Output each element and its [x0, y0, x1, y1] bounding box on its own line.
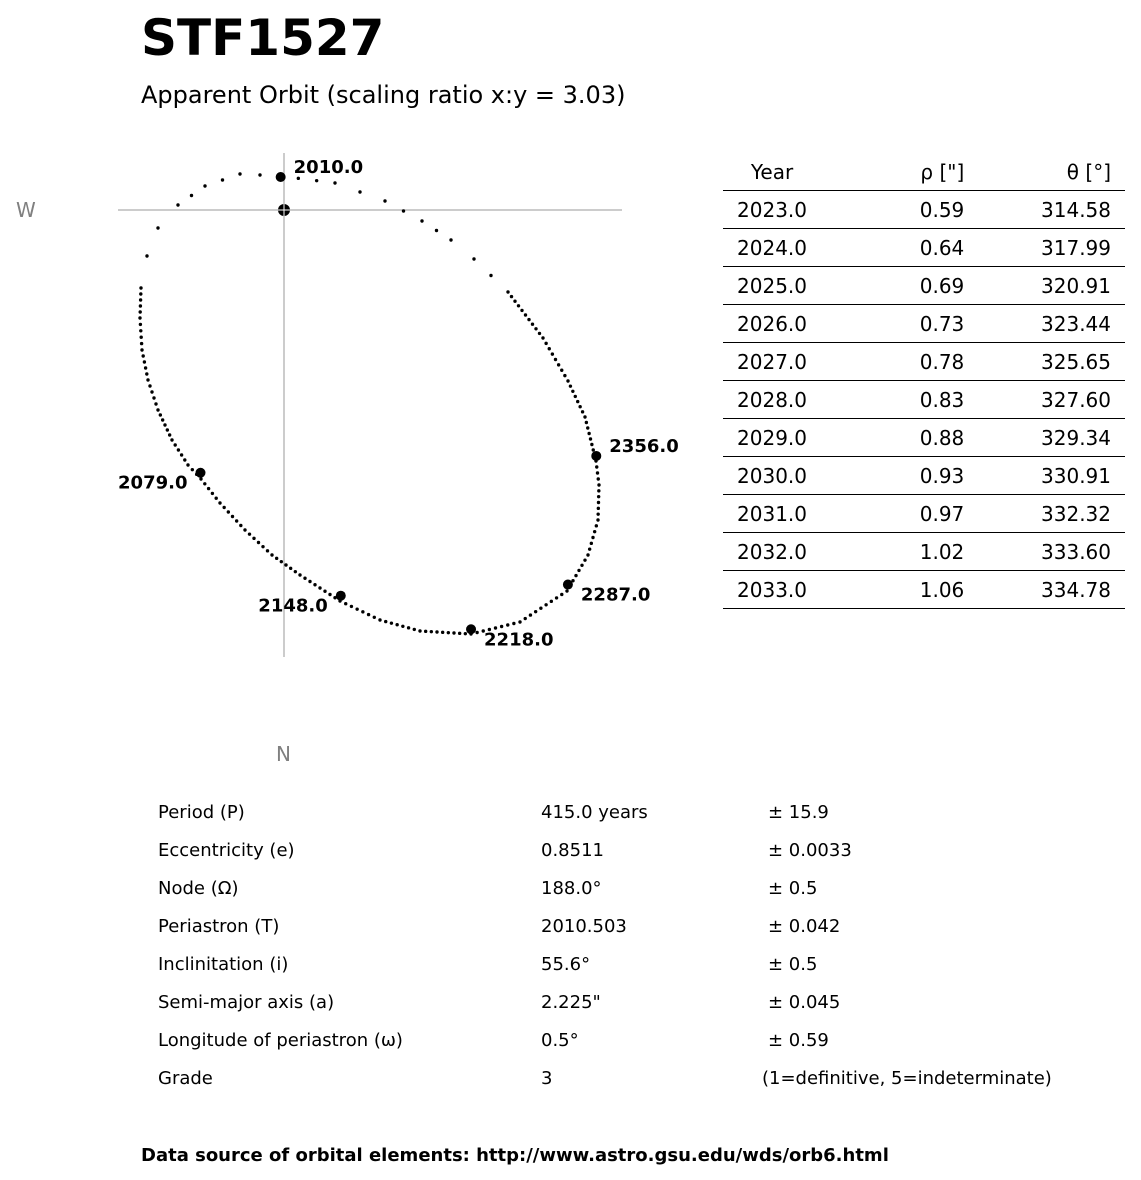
year-cell: 2028.0: [723, 381, 821, 419]
orbit-dot: [183, 458, 186, 461]
element-error: ± 15.9: [768, 802, 829, 823]
orbit-dot: [430, 630, 433, 633]
orbit-dot: [145, 254, 148, 257]
orbit-dot: [145, 372, 148, 375]
orbit-dot: [420, 219, 423, 222]
orbit-dot: [597, 489, 600, 492]
orbit-dot: [161, 418, 164, 421]
epoch-label: 2079.0: [118, 472, 188, 494]
year-cell: 2027.0: [723, 343, 821, 381]
rho-cell: 0.59: [821, 191, 964, 229]
orbit-dot: [298, 573, 301, 576]
orbit-dot: [597, 501, 600, 504]
orbit-dot: [449, 238, 452, 241]
orbit-dot: [551, 352, 554, 355]
orbit-dot: [413, 628, 416, 631]
orbit-dot: [243, 528, 246, 531]
orbit-dot: [361, 610, 364, 613]
orbit-dot: [154, 402, 157, 405]
orbit-dot: [569, 384, 572, 387]
orbit-dot: [529, 613, 532, 616]
theta-cell: 320.91: [964, 267, 1125, 305]
orbit-dot: [227, 510, 230, 513]
orbit-dot: [373, 616, 376, 619]
theta-cell: 325.65: [964, 343, 1125, 381]
orbit-dot: [231, 515, 234, 518]
orbit-dot: [140, 342, 143, 345]
orbit-dot: [597, 483, 600, 486]
element-value: 55.6°: [541, 954, 591, 975]
orbit-dot: [152, 396, 155, 399]
orbit-dot: [174, 443, 177, 446]
orbit-dot: [294, 570, 297, 573]
element-value: 415.0 years: [541, 802, 648, 823]
orbit-dot: [238, 172, 241, 175]
orbit-dot: [140, 348, 143, 351]
orbit-dot: [576, 400, 579, 403]
orbit-dot: [218, 501, 221, 504]
epoch-marker: [466, 624, 476, 634]
orbit-dot: [557, 363, 560, 366]
orbit-dot: [574, 395, 577, 398]
year-cell: 2026.0: [723, 305, 821, 343]
orbit-dot: [378, 618, 381, 621]
rho-cell: 0.93: [821, 457, 964, 495]
orbit-dot: [555, 596, 558, 599]
year-header: Year: [723, 153, 821, 191]
orbit-dot: [383, 199, 386, 202]
orbit-dot: [518, 620, 521, 623]
orbit-dot: [211, 492, 214, 495]
year-cell: 2033.0: [723, 571, 821, 609]
orbit-dot: [589, 437, 592, 440]
orbit-dot: [520, 309, 523, 312]
orbit-dot: [139, 298, 142, 301]
theta-cell: 330.91: [964, 457, 1125, 495]
element-value: 0.8511: [541, 840, 604, 861]
epoch-marker: [591, 451, 601, 461]
rho-cell: 0.69: [821, 267, 964, 305]
element-name: Period (P): [158, 802, 245, 823]
rho-cell: 0.83: [821, 381, 964, 419]
orbit-dot: [586, 553, 589, 556]
orbit-dot: [512, 622, 515, 625]
orbit-dot: [435, 229, 438, 232]
orbit-dot: [270, 553, 273, 556]
epoch-label: 2218.0: [484, 629, 554, 651]
orbit-dot: [333, 181, 336, 184]
chart-subtitle: Apparent Orbit (scaling ratio x:y = 3.03): [141, 81, 626, 109]
year-cell: 2029.0: [723, 419, 821, 457]
orbit-dot: [544, 603, 547, 606]
rho-cell: 0.88: [821, 419, 964, 457]
orbit-dot: [139, 304, 142, 307]
orbit-dot: [590, 542, 593, 545]
orbit-dot: [464, 632, 467, 635]
ephemeris-row: [723, 191, 1125, 229]
orbit-dot: [596, 471, 599, 474]
orbit-dot: [578, 405, 581, 408]
orbit-dot: [577, 569, 580, 572]
rho-cell: 0.78: [821, 343, 964, 381]
orbit-dot: [544, 342, 547, 345]
orbit-dot: [308, 580, 311, 583]
epoch-marker: [196, 468, 206, 478]
orbit-dot: [586, 426, 589, 429]
orbit-dot: [441, 631, 444, 634]
orbit-dot: [313, 583, 316, 586]
orbit-dot: [159, 413, 162, 416]
orbit-dot: [222, 506, 225, 509]
orbit-dot: [180, 453, 183, 456]
orbit-dot: [367, 613, 370, 616]
orbit-dot: [139, 286, 142, 289]
orbit-dot: [506, 290, 509, 293]
theta-cell: 334.78: [964, 571, 1125, 609]
page-title: STF1527: [141, 9, 385, 67]
theta-cell: 332.32: [964, 495, 1125, 533]
orbit-dot: [176, 203, 179, 206]
rho-header: ρ ["]: [821, 153, 964, 191]
orbit-dot: [595, 465, 598, 468]
element-name: Eccentricity (e): [158, 840, 295, 861]
rho-cell: 1.06: [821, 571, 964, 609]
orbit-dot: [177, 448, 180, 451]
orbit-dot: [207, 487, 210, 490]
element-name: Inclinitation (i): [158, 954, 289, 975]
orbit-dot: [539, 607, 542, 610]
orbit-dot: [139, 329, 142, 332]
orbit-dot: [323, 590, 326, 593]
epoch-marker: [276, 172, 286, 182]
orbit-dot: [203, 184, 206, 187]
orbit-dot: [458, 632, 461, 635]
theta-cell: 323.44: [964, 305, 1125, 343]
orbit-dot: [489, 274, 492, 277]
rho-cell: 0.64: [821, 229, 964, 267]
epoch-marker: [563, 580, 573, 590]
ephemeris-row: [723, 305, 1125, 343]
orbit-path: [138, 172, 600, 635]
theta-header: θ [°]: [964, 153, 1125, 191]
orbit-dot: [266, 549, 269, 552]
element-error: ± 0.5: [768, 954, 818, 975]
orbit-dot: [560, 369, 563, 372]
ephemeris-row: [723, 571, 1125, 609]
orbit-dot: [541, 336, 544, 339]
element-error: ± 0.042: [768, 916, 841, 937]
orbit-dot: [565, 589, 568, 592]
element-error: (1=definitive, 5=indeterminate): [762, 1068, 1052, 1089]
orbit-dot: [597, 477, 600, 480]
orbit-dot: [148, 384, 151, 387]
orbit-dot: [344, 602, 347, 605]
orbit-dot: [597, 495, 600, 498]
orbit-dot: [597, 507, 600, 510]
orbit-dot: [138, 316, 141, 319]
orbit-dot: [289, 567, 292, 570]
epoch-label: 2148.0: [258, 595, 328, 617]
orbit-dot: [588, 547, 591, 550]
orbit-dot: [235, 519, 238, 522]
orbit-dot: [350, 605, 353, 608]
orbit-dot: [150, 390, 153, 393]
orbit-dot: [163, 423, 166, 426]
orbit-dot: [139, 310, 142, 313]
theta-cell: 333.60: [964, 533, 1125, 571]
orbit-dot: [390, 621, 393, 624]
orbit-dot: [215, 497, 218, 500]
orbit-dot: [538, 332, 541, 335]
orbit-dot: [596, 512, 599, 515]
orbit-dot: [401, 625, 404, 628]
orbit-dot: [596, 518, 599, 521]
orbit-dot: [513, 300, 516, 303]
element-value: 0.5°: [541, 1030, 579, 1051]
orbit-dot: [156, 226, 159, 229]
orbit-dot: [472, 257, 475, 260]
orbit-dot: [186, 463, 189, 466]
orbit-dot: [315, 179, 318, 182]
orbit-dot: [140, 336, 143, 339]
orbit-dot: [560, 593, 563, 596]
orbit-dot: [418, 629, 421, 632]
element-error: ± 0.59: [768, 1030, 829, 1051]
ephemeris-row: [723, 381, 1125, 419]
orbit-dot: [258, 173, 261, 176]
orbit-dot: [548, 347, 551, 350]
year-cell: 2030.0: [723, 457, 821, 495]
year-cell: 2023.0: [723, 191, 821, 229]
orbit-dot: [566, 379, 569, 382]
theta-cell: 329.34: [964, 419, 1125, 457]
orbit-dot: [517, 304, 520, 307]
epoch-label: 2010.0: [293, 157, 364, 179]
orbit-dot: [139, 323, 142, 326]
orbit-dot: [143, 360, 146, 363]
orbit-dot: [280, 560, 283, 563]
orbit-dot: [168, 433, 171, 436]
orbit-dot: [590, 443, 593, 446]
orbit-dot: [358, 190, 361, 193]
orbit-dot: [142, 354, 145, 357]
orbit-dot: [355, 607, 358, 610]
orbit-dot: [531, 323, 534, 326]
orbit-dot: [190, 194, 193, 197]
orbit-dot: [284, 563, 287, 566]
orbit-dot: [592, 448, 595, 451]
orbit-dot: [524, 617, 527, 620]
orbit-dot: [261, 545, 264, 548]
orbit-dot: [252, 537, 255, 540]
theta-cell: 327.60: [964, 381, 1125, 419]
element-value: 3: [541, 1068, 553, 1089]
orbit-dot: [407, 626, 410, 629]
orbit-dot: [424, 630, 427, 633]
epoch-marker: [336, 591, 346, 601]
epoch-markers: [118, 157, 679, 650]
ephemeris-row: [723, 533, 1125, 571]
element-error: ± 0.5: [768, 878, 818, 899]
element-name: Periastron (T): [158, 916, 280, 937]
year-cell: 2025.0: [723, 267, 821, 305]
theta-cell: 317.99: [964, 229, 1125, 267]
element-error: ± 0.0033: [768, 840, 852, 861]
rho-cell: 1.02: [821, 533, 964, 571]
element-error: ± 0.045: [768, 992, 841, 1013]
orbit-dot: [239, 524, 242, 527]
orbit-dot: [550, 600, 553, 603]
element-name: Longitude of periastron (ω): [158, 1030, 403, 1051]
orbit-dot: [475, 631, 478, 634]
orbit-dot: [506, 623, 509, 626]
orbit-dot: [146, 378, 149, 381]
orbit-dot: [527, 318, 530, 321]
orbit-dot: [144, 366, 147, 369]
ephemeris-row: [723, 229, 1125, 267]
orbit-dot: [199, 477, 202, 480]
orbit-dot: [402, 209, 405, 212]
orbit-dot: [435, 630, 438, 633]
rho-cell: 0.97: [821, 495, 964, 533]
orbit-dot: [303, 577, 306, 580]
orbit-dot: [221, 178, 224, 181]
ephemeris-row: [723, 343, 1125, 381]
orbit-dot: [574, 574, 577, 577]
north-label: N: [276, 742, 291, 766]
ephemeris-table: [723, 153, 1125, 609]
ephemeris-row: [723, 267, 1125, 305]
data-source-note: Data source of orbital elements: http://www.astro.gsu.edu/wds/orb6.html: [141, 1145, 889, 1166]
orbit-dot: [571, 390, 574, 393]
orbit-dot: [384, 620, 387, 623]
element-value: 2.225": [541, 992, 601, 1013]
orbit-dot: [593, 530, 596, 533]
theta-cell: 314.58: [964, 191, 1125, 229]
year-cell: 2031.0: [723, 495, 821, 533]
orbit-dot: [248, 532, 251, 535]
orbit-dot: [534, 610, 537, 613]
orbit-dot: [563, 374, 566, 377]
orbit-dot: [166, 428, 169, 431]
orbit-dot: [275, 557, 278, 560]
ephemeris-header-row: [723, 153, 1125, 191]
orbit-dot: [191, 468, 194, 471]
orbit-dot: [203, 482, 206, 485]
element-name: Semi-major axis (a): [158, 992, 335, 1013]
orbit-dot: [328, 593, 331, 596]
orbit-dot: [587, 432, 590, 435]
ephemeris-row: [723, 419, 1125, 457]
orbit-dot: [318, 586, 321, 589]
year-cell: 2024.0: [723, 229, 821, 267]
orbit-dot: [585, 421, 588, 424]
rho-cell: 0.73: [821, 305, 964, 343]
orbit-dot: [395, 623, 398, 626]
orbit-dot: [257, 541, 260, 544]
orbit-dot: [591, 536, 594, 539]
orbit-dot: [156, 408, 159, 411]
epoch-label: 2356.0: [609, 435, 679, 457]
orbit-dot: [452, 631, 455, 634]
orbit-dot: [510, 295, 513, 298]
orbit-dot: [524, 313, 527, 316]
orbit-dot: [583, 415, 586, 418]
orbit-dot: [580, 564, 583, 567]
ephemeris-row: [723, 495, 1125, 533]
ephemeris-row: [723, 457, 1125, 495]
west-label: W: [16, 198, 36, 222]
element-name: Node (Ω): [158, 878, 239, 899]
orbit-dot: [447, 631, 450, 634]
element-value: 188.0°: [541, 878, 602, 899]
orbit-dot: [554, 358, 557, 361]
orbit-chart: [0, 0, 700, 790]
orbit-dot: [139, 292, 142, 295]
orbit-dot: [581, 410, 584, 413]
orbit-dot: [170, 438, 173, 441]
element-value: 2010.503: [541, 916, 627, 937]
year-cell: 2032.0: [723, 533, 821, 571]
orbit-dot: [500, 625, 503, 628]
epoch-label: 2287.0: [580, 584, 651, 606]
element-name: Grade: [158, 1068, 213, 1089]
orbit-dot: [534, 327, 537, 330]
orbit-dot: [583, 558, 586, 561]
orbit-dot: [595, 524, 598, 527]
